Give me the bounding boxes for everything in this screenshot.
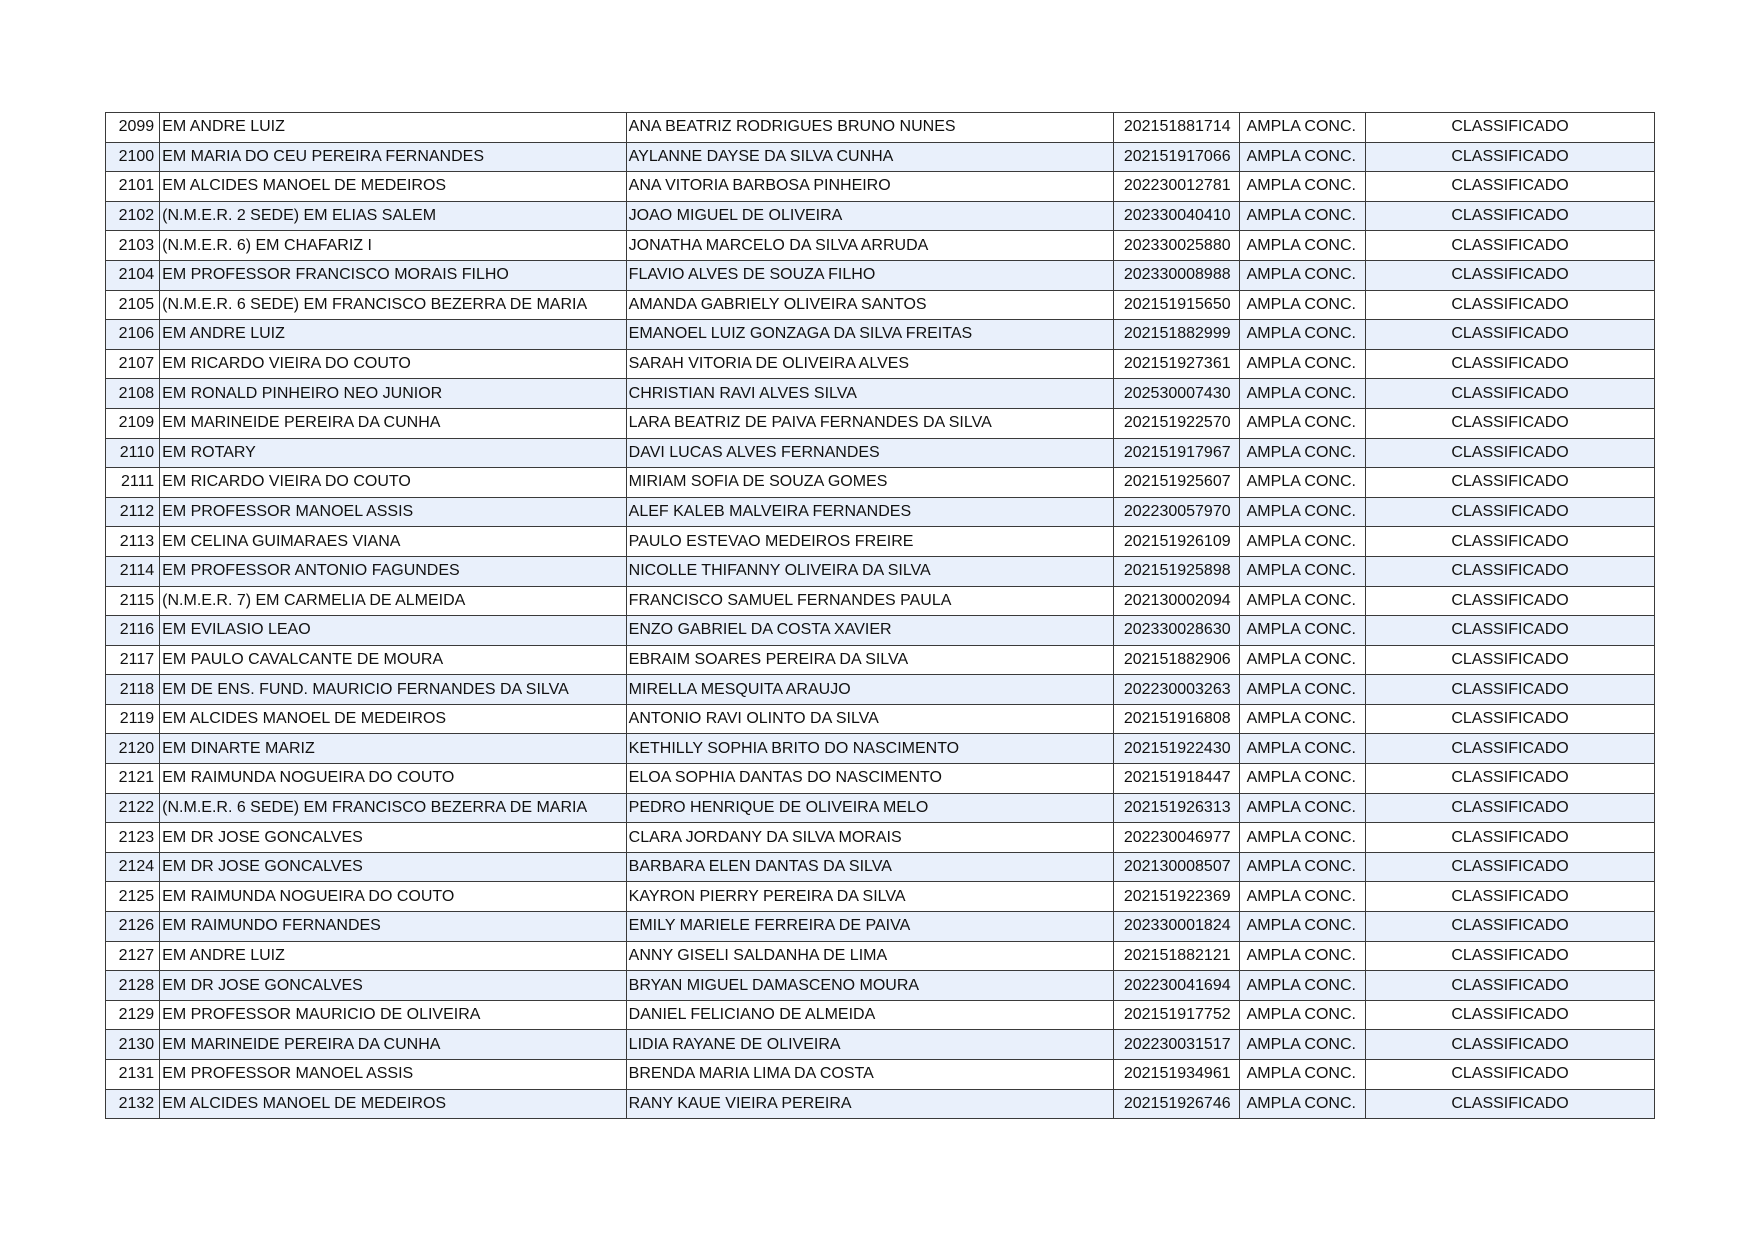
student-name-cell: PEDRO HENRIQUE DE OLIVEIRA MELO <box>626 793 1114 823</box>
school-name-cell: EM CELINA GUIMARAES VIANA <box>160 527 627 557</box>
status-cell: CLASSIFICADO <box>1366 142 1655 172</box>
student-name-cell: RANY KAUE VIEIRA PEREIRA <box>626 1089 1114 1119</box>
student-name-cell: FLAVIO ALVES DE SOUZA FILHO <box>626 260 1114 290</box>
school-name-cell: EM ANDRE LUIZ <box>160 113 627 143</box>
row-number-cell: 2121 <box>106 764 160 794</box>
status-cell: CLASSIFICADO <box>1366 290 1655 320</box>
registration-number-cell: 202151922430 <box>1114 734 1239 764</box>
modality-cell: AMPLA CONC. <box>1239 764 1365 794</box>
table-row <box>106 497 1655 527</box>
status-cell: CLASSIFICADO <box>1366 912 1655 942</box>
table-row <box>106 172 1655 202</box>
registration-number-cell: 202151882906 <box>1114 645 1239 675</box>
modality-cell: AMPLA CONC. <box>1239 497 1365 527</box>
school-name-cell: (N.M.E.R. 7) EM CARMELIA DE ALMEIDA <box>160 586 627 616</box>
modality-cell: AMPLA CONC. <box>1239 704 1365 734</box>
table-row <box>106 408 1655 438</box>
registration-number-cell: 202151925898 <box>1114 556 1239 586</box>
registration-number-cell: 202330008988 <box>1114 260 1239 290</box>
registration-number-cell: 202230031517 <box>1114 1030 1239 1060</box>
status-cell: CLASSIFICADO <box>1366 113 1655 143</box>
row-number-cell: 2103 <box>106 231 160 261</box>
school-name-cell: EM PAULO CAVALCANTE DE MOURA <box>160 645 627 675</box>
table-row <box>106 527 1655 557</box>
row-number-cell: 2109 <box>106 408 160 438</box>
status-cell: CLASSIFICADO <box>1366 527 1655 557</box>
table-row <box>106 616 1655 646</box>
table-row <box>106 882 1655 912</box>
registration-number-cell: 202151882121 <box>1114 941 1239 971</box>
status-cell: CLASSIFICADO <box>1366 971 1655 1001</box>
row-number-cell: 2106 <box>106 320 160 350</box>
registration-number-cell: 202151922570 <box>1114 408 1239 438</box>
student-name-cell: AYLANNE DAYSE DA SILVA CUNHA <box>626 142 1114 172</box>
registration-number-cell: 202330028630 <box>1114 616 1239 646</box>
row-number-cell: 2102 <box>106 201 160 231</box>
table-row <box>106 1000 1655 1030</box>
status-cell: CLASSIFICADO <box>1366 468 1655 498</box>
student-name-cell: EMANOEL LUIZ GONZAGA DA SILVA FREITAS <box>626 320 1114 350</box>
row-number-cell: 2119 <box>106 704 160 734</box>
registration-number-cell: 202151917967 <box>1114 438 1239 468</box>
status-cell: CLASSIFICADO <box>1366 704 1655 734</box>
school-name-cell: EM ANDRE LUIZ <box>160 941 627 971</box>
status-cell: CLASSIFICADO <box>1366 852 1655 882</box>
row-number-cell: 2120 <box>106 734 160 764</box>
modality-cell: AMPLA CONC. <box>1239 586 1365 616</box>
modality-cell: AMPLA CONC. <box>1239 379 1365 409</box>
student-name-cell: SARAH VITORIA DE OLIVEIRA ALVES <box>626 349 1114 379</box>
row-number-cell: 2116 <box>106 616 160 646</box>
registration-number-cell: 202151882999 <box>1114 320 1239 350</box>
modality-cell: AMPLA CONC. <box>1239 320 1365 350</box>
school-name-cell: EM DR JOSE GONCALVES <box>160 823 627 853</box>
table-row <box>106 941 1655 971</box>
student-name-cell: ANTONIO RAVI OLINTO DA SILVA <box>626 704 1114 734</box>
row-number-cell: 2125 <box>106 882 160 912</box>
row-number-cell: 2101 <box>106 172 160 202</box>
modality-cell: AMPLA CONC. <box>1239 1089 1365 1119</box>
school-name-cell: EM RAIMUNDA NOGUEIRA DO COUTO <box>160 764 627 794</box>
modality-cell: AMPLA CONC. <box>1239 468 1365 498</box>
modality-cell: AMPLA CONC. <box>1239 941 1365 971</box>
status-cell: CLASSIFICADO <box>1366 1000 1655 1030</box>
school-name-cell: EM DR JOSE GONCALVES <box>160 971 627 1001</box>
row-number-cell: 2122 <box>106 793 160 823</box>
modality-cell: AMPLA CONC. <box>1239 1000 1365 1030</box>
row-number-cell: 2117 <box>106 645 160 675</box>
school-name-cell: (N.M.E.R. 2 SEDE) EM ELIAS SALEM <box>160 201 627 231</box>
school-name-cell: EM RAIMUNDA NOGUEIRA DO COUTO <box>160 882 627 912</box>
student-name-cell: BARBARA ELEN DANTAS DA SILVA <box>626 852 1114 882</box>
table-row <box>106 645 1655 675</box>
student-name-cell: MIRELLA MESQUITA ARAUJO <box>626 675 1114 705</box>
student-name-cell: NICOLLE THIFANNY OLIVEIRA DA SILVA <box>626 556 1114 586</box>
registration-number-cell: 202230057970 <box>1114 497 1239 527</box>
modality-cell: AMPLA CONC. <box>1239 172 1365 202</box>
student-name-cell: MIRIAM SOFIA DE SOUZA GOMES <box>626 468 1114 498</box>
student-name-cell: AMANDA GABRIELY OLIVEIRA SANTOS <box>626 290 1114 320</box>
school-name-cell: EM EVILASIO LEAO <box>160 616 627 646</box>
status-cell: CLASSIFICADO <box>1366 823 1655 853</box>
table-row <box>106 1060 1655 1090</box>
registration-number-cell: 202151922369 <box>1114 882 1239 912</box>
table-row <box>106 971 1655 1001</box>
school-name-cell: EM ALCIDES MANOEL DE MEDEIROS <box>160 1089 627 1119</box>
modality-cell: AMPLA CONC. <box>1239 260 1365 290</box>
table-row <box>106 704 1655 734</box>
student-name-cell: JONATHA MARCELO DA SILVA ARRUDA <box>626 231 1114 261</box>
status-cell: CLASSIFICADO <box>1366 201 1655 231</box>
status-cell: CLASSIFICADO <box>1366 586 1655 616</box>
school-name-cell: EM MARIA DO CEU PEREIRA FERNANDES <box>160 142 627 172</box>
status-cell: CLASSIFICADO <box>1366 260 1655 290</box>
school-name-cell: EM PROFESSOR MANOEL ASSIS <box>160 497 627 527</box>
status-cell: CLASSIFICADO <box>1366 1030 1655 1060</box>
school-name-cell: EM MARINEIDE PEREIRA DA CUNHA <box>160 1030 627 1060</box>
row-number-cell: 2124 <box>106 852 160 882</box>
row-number-cell: 2104 <box>106 260 160 290</box>
row-number-cell: 2128 <box>106 971 160 1001</box>
modality-cell: AMPLA CONC. <box>1239 852 1365 882</box>
modality-cell: AMPLA CONC. <box>1239 113 1365 143</box>
school-name-cell: EM ANDRE LUIZ <box>160 320 627 350</box>
school-name-cell: (N.M.E.R. 6) EM CHAFARIZ I <box>160 231 627 261</box>
table-row <box>106 231 1655 261</box>
modality-cell: AMPLA CONC. <box>1239 616 1365 646</box>
status-cell: CLASSIFICADO <box>1366 172 1655 202</box>
table-row <box>106 290 1655 320</box>
modality-cell: AMPLA CONC. <box>1239 349 1365 379</box>
modality-cell: AMPLA CONC. <box>1239 556 1365 586</box>
school-name-cell: EM DINARTE MARIZ <box>160 734 627 764</box>
status-cell: CLASSIFICADO <box>1366 882 1655 912</box>
student-name-cell: EMILY MARIELE FERREIRA DE PAIVA <box>626 912 1114 942</box>
row-number-cell: 2108 <box>106 379 160 409</box>
student-name-cell: FRANCISCO SAMUEL FERNANDES PAULA <box>626 586 1114 616</box>
registration-number-cell: 202330025880 <box>1114 231 1239 261</box>
modality-cell: AMPLA CONC. <box>1239 734 1365 764</box>
school-name-cell: EM PROFESSOR MANOEL ASSIS <box>160 1060 627 1090</box>
registration-number-cell: 202151934961 <box>1114 1060 1239 1090</box>
student-name-cell: ELOA SOPHIA DANTAS DO NASCIMENTO <box>626 764 1114 794</box>
student-name-cell: ANNY GISELI SALDANHA DE LIMA <box>626 941 1114 971</box>
status-cell: CLASSIFICADO <box>1366 764 1655 794</box>
results-table <box>105 112 1655 1119</box>
modality-cell: AMPLA CONC. <box>1239 201 1365 231</box>
registration-number-cell: 202230003263 <box>1114 675 1239 705</box>
modality-cell: AMPLA CONC. <box>1239 823 1365 853</box>
student-name-cell: ALEF KALEB MALVEIRA FERNANDES <box>626 497 1114 527</box>
student-name-cell: PAULO ESTEVAO MEDEIROS FREIRE <box>626 527 1114 557</box>
registration-number-cell: 202151918447 <box>1114 764 1239 794</box>
status-cell: CLASSIFICADO <box>1366 408 1655 438</box>
student-name-cell: EBRAIM SOARES PEREIRA DA SILVA <box>626 645 1114 675</box>
row-number-cell: 2130 <box>106 1030 160 1060</box>
row-number-cell: 2123 <box>106 823 160 853</box>
status-cell: CLASSIFICADO <box>1366 320 1655 350</box>
school-name-cell: EM RONALD PINHEIRO NEO JUNIOR <box>160 379 627 409</box>
row-number-cell: 2129 <box>106 1000 160 1030</box>
modality-cell: AMPLA CONC. <box>1239 1030 1365 1060</box>
modality-cell: AMPLA CONC. <box>1239 408 1365 438</box>
table-row <box>106 852 1655 882</box>
table-row <box>106 1089 1655 1119</box>
registration-number-cell: 202151927361 <box>1114 349 1239 379</box>
table-row <box>106 586 1655 616</box>
modality-cell: AMPLA CONC. <box>1239 438 1365 468</box>
student-name-cell: ENZO GABRIEL DA COSTA XAVIER <box>626 616 1114 646</box>
student-name-cell: JOAO MIGUEL DE OLIVEIRA <box>626 201 1114 231</box>
registration-number-cell: 202230041694 <box>1114 971 1239 1001</box>
row-number-cell: 2113 <box>106 527 160 557</box>
school-name-cell: EM RICARDO VIEIRA DO COUTO <box>160 468 627 498</box>
row-number-cell: 2127 <box>106 941 160 971</box>
student-name-cell: KETHILLY SOPHIA BRITO DO NASCIMENTO <box>626 734 1114 764</box>
student-name-cell: ANA VITORIA BARBOSA PINHEIRO <box>626 172 1114 202</box>
table-row <box>106 201 1655 231</box>
modality-cell: AMPLA CONC. <box>1239 527 1365 557</box>
row-number-cell: 2111 <box>106 468 160 498</box>
modality-cell: AMPLA CONC. <box>1239 793 1365 823</box>
modality-cell: AMPLA CONC. <box>1239 882 1365 912</box>
row-number-cell: 2131 <box>106 1060 160 1090</box>
registration-number-cell: 202151926746 <box>1114 1089 1239 1119</box>
modality-cell: AMPLA CONC. <box>1239 142 1365 172</box>
table-row <box>106 764 1655 794</box>
table-row <box>106 320 1655 350</box>
row-number-cell: 2112 <box>106 497 160 527</box>
school-name-cell: (N.M.E.R. 6 SEDE) EM FRANCISCO BEZERRA DE MARIA <box>160 793 627 823</box>
student-name-cell: KAYRON PIERRY PEREIRA DA SILVA <box>626 882 1114 912</box>
row-number-cell: 2114 <box>106 556 160 586</box>
registration-number-cell: 202151917066 <box>1114 142 1239 172</box>
registration-number-cell: 202530007430 <box>1114 379 1239 409</box>
modality-cell: AMPLA CONC. <box>1239 645 1365 675</box>
table-row <box>106 675 1655 705</box>
school-name-cell: EM RICARDO VIEIRA DO COUTO <box>160 349 627 379</box>
registration-number-cell: 202230012781 <box>1114 172 1239 202</box>
table-row <box>106 468 1655 498</box>
row-number-cell: 2118 <box>106 675 160 705</box>
modality-cell: AMPLA CONC. <box>1239 971 1365 1001</box>
registration-number-cell: 202330040410 <box>1114 201 1239 231</box>
status-cell: CLASSIFICADO <box>1366 349 1655 379</box>
student-name-cell: BRYAN MIGUEL DAMASCENO MOURA <box>626 971 1114 1001</box>
student-name-cell: LARA BEATRIZ DE PAIVA FERNANDES DA SILVA <box>626 408 1114 438</box>
registration-number-cell: 202130008507 <box>1114 852 1239 882</box>
student-name-cell: LIDIA RAYANE DE OLIVEIRA <box>626 1030 1114 1060</box>
school-name-cell: EM DE ENS. FUND. MAURICIO FERNANDES DA SILVA <box>160 675 627 705</box>
modality-cell: AMPLA CONC. <box>1239 912 1365 942</box>
student-name-cell: CLARA JORDANY DA SILVA MORAIS <box>626 823 1114 853</box>
student-name-cell: CHRISTIAN RAVI ALVES SILVA <box>626 379 1114 409</box>
school-name-cell: EM PROFESSOR ANTONIO FAGUNDES <box>160 556 627 586</box>
registration-number-cell: 202130002094 <box>1114 586 1239 616</box>
student-name-cell: ANA BEATRIZ RODRIGUES BRUNO NUNES <box>626 113 1114 143</box>
modality-cell: AMPLA CONC. <box>1239 231 1365 261</box>
school-name-cell: (N.M.E.R. 6 SEDE) EM FRANCISCO BEZERRA DE MARIA <box>160 290 627 320</box>
table-row <box>106 793 1655 823</box>
row-number-cell: 2099 <box>106 113 160 143</box>
status-cell: CLASSIFICADO <box>1366 231 1655 261</box>
school-name-cell: EM ALCIDES MANOEL DE MEDEIROS <box>160 172 627 202</box>
status-cell: CLASSIFICADO <box>1366 438 1655 468</box>
status-cell: CLASSIFICADO <box>1366 734 1655 764</box>
table-row <box>106 142 1655 172</box>
student-name-cell: DAVI LUCAS ALVES FERNANDES <box>626 438 1114 468</box>
row-number-cell: 2115 <box>106 586 160 616</box>
student-name-cell: BRENDA MARIA LIMA DA COSTA <box>626 1060 1114 1090</box>
status-cell: CLASSIFICADO <box>1366 497 1655 527</box>
row-number-cell: 2100 <box>106 142 160 172</box>
school-name-cell: EM ALCIDES MANOEL DE MEDEIROS <box>160 704 627 734</box>
status-cell: CLASSIFICADO <box>1366 645 1655 675</box>
table-row <box>106 556 1655 586</box>
school-name-cell: EM RAIMUNDO FERNANDES <box>160 912 627 942</box>
status-cell: CLASSIFICADO <box>1366 941 1655 971</box>
registration-number-cell: 202151925607 <box>1114 468 1239 498</box>
results-table-body <box>106 113 1655 1119</box>
registration-number-cell: 202151926109 <box>1114 527 1239 557</box>
status-cell: CLASSIFICADO <box>1366 1089 1655 1119</box>
school-name-cell: EM ROTARY <box>160 438 627 468</box>
registration-number-cell: 202151926313 <box>1114 793 1239 823</box>
modality-cell: AMPLA CONC. <box>1239 1060 1365 1090</box>
row-number-cell: 2105 <box>106 290 160 320</box>
registration-number-cell: 202151917752 <box>1114 1000 1239 1030</box>
school-name-cell: EM PROFESSOR MAURICIO DE OLIVEIRA <box>160 1000 627 1030</box>
row-number-cell: 2110 <box>106 438 160 468</box>
table-row <box>106 823 1655 853</box>
table-row <box>106 734 1655 764</box>
table-row <box>106 260 1655 290</box>
registration-number-cell: 202151915650 <box>1114 290 1239 320</box>
modality-cell: AMPLA CONC. <box>1239 675 1365 705</box>
status-cell: CLASSIFICADO <box>1366 379 1655 409</box>
registration-number-cell: 202230046977 <box>1114 823 1239 853</box>
school-name-cell: EM MARINEIDE PEREIRA DA CUNHA <box>160 408 627 438</box>
school-name-cell: EM DR JOSE GONCALVES <box>160 852 627 882</box>
registration-number-cell: 202330001824 <box>1114 912 1239 942</box>
registration-number-cell: 202151916808 <box>1114 704 1239 734</box>
registration-number-cell: 202151881714 <box>1114 113 1239 143</box>
table-row <box>106 912 1655 942</box>
row-number-cell: 2126 <box>106 912 160 942</box>
table-row <box>106 1030 1655 1060</box>
row-number-cell: 2132 <box>106 1089 160 1119</box>
status-cell: CLASSIFICADO <box>1366 1060 1655 1090</box>
table-row <box>106 438 1655 468</box>
status-cell: CLASSIFICADO <box>1366 616 1655 646</box>
status-cell: CLASSIFICADO <box>1366 793 1655 823</box>
status-cell: CLASSIFICADO <box>1366 556 1655 586</box>
table-row <box>106 379 1655 409</box>
table-row <box>106 113 1655 143</box>
student-name-cell: DANIEL FELICIANO DE ALMEIDA <box>626 1000 1114 1030</box>
status-cell: CLASSIFICADO <box>1366 675 1655 705</box>
table-row <box>106 349 1655 379</box>
school-name-cell: EM PROFESSOR FRANCISCO MORAIS FILHO <box>160 260 627 290</box>
row-number-cell: 2107 <box>106 349 160 379</box>
modality-cell: AMPLA CONC. <box>1239 290 1365 320</box>
